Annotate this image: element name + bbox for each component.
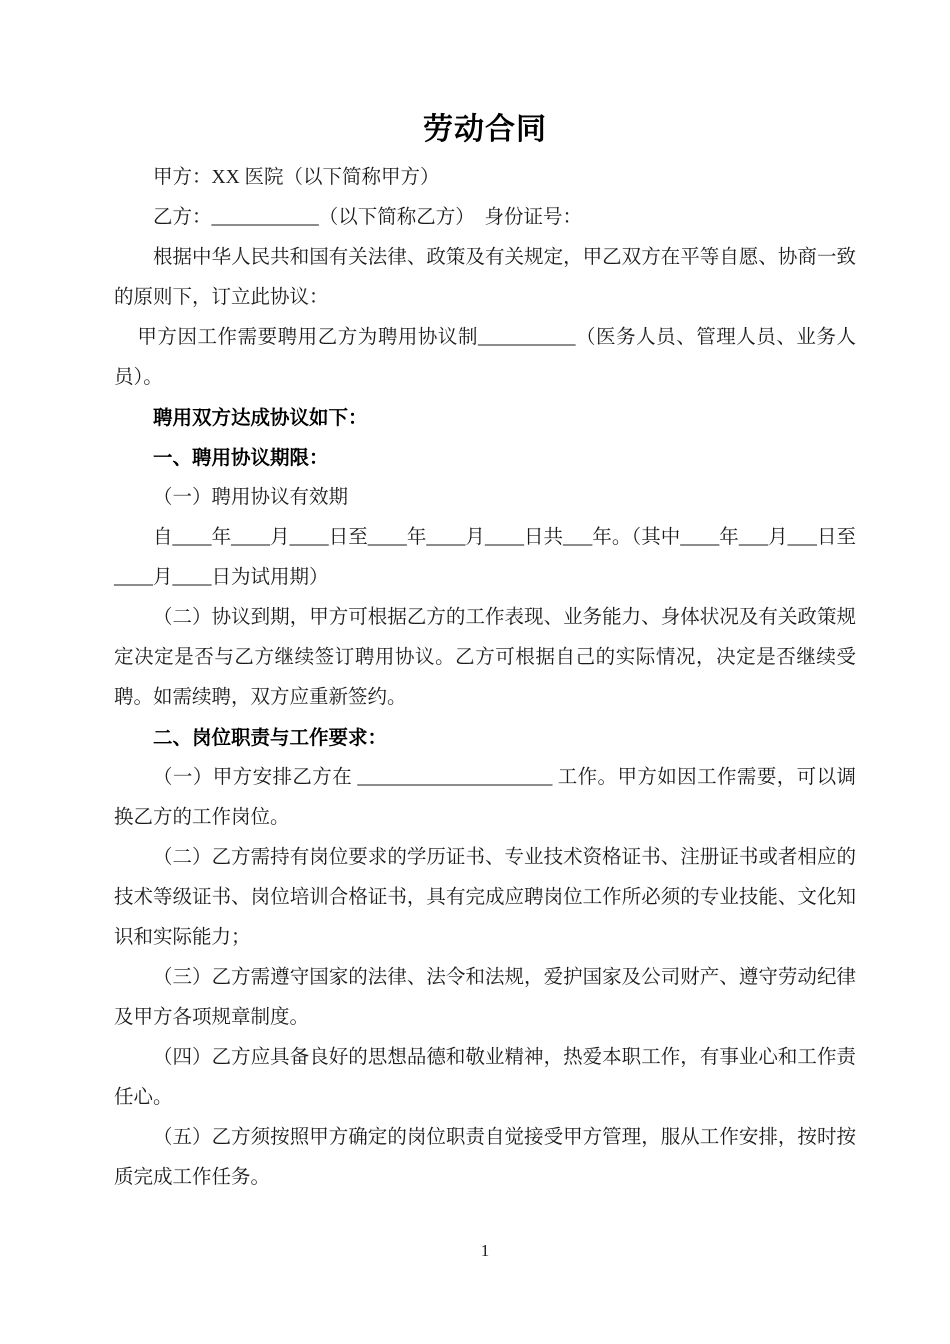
section1-item2: （二）协议到期，甲方可根据乙方的工作表现、业务能力、身体状况及有关政策规定决定是否与乙方继续签订聘用协议。乙方可根据自己的实际情况，决定是否继续受聘。如需续聘，双方应重新签约。 — [114, 607, 856, 708]
preamble-paragraph: 根据中华人民共和国有关法律、政策及有关规定，甲乙双方在平等自愿、协商一致的原则下，订立此协议： — [114, 247, 856, 308]
agreement-intro-heading: 聘用双方达成协议如下： — [153, 407, 368, 429]
document-page — [114, 0, 856, 1344]
hire-clause-paragraph: 甲方因工作需要聘用乙方为聘用协议制__________（医务人员、管理人员、业务人员）。 — [114, 327, 856, 388]
section2-item1: （一）甲方安排乙方在 ____________________ 工作。甲方如因工作需要，可以调换乙方的工作岗位。 — [114, 767, 856, 828]
section2-item4: （四）乙方应具备良好的思想品德和敬业精神，热爱本职工作，有事业心和工作责任心。 — [114, 1047, 856, 1108]
section2-item5: （五）乙方须按照甲方确定的岗位职责自觉接受甲方管理，服从工作安排，按时按质完成工作任务。 — [114, 1127, 856, 1188]
page-number: 1 — [480, 1241, 490, 1260]
section1-term-line: 自____年____月____日至____年____月____日共___年。（其中____年___月___日至____月____日为试用期） — [114, 527, 856, 588]
section2-item3: （三）乙方需遵守国家的法律、法令和法规，爱护国家及公司财产、遵守劳动纪律及甲方各项规章制度。 — [114, 967, 856, 1028]
party-b-line: 乙方：___________（以下简称乙方） 身份证号： — [153, 207, 583, 228]
party-a-line: 甲方：XX 医院（以下简称甲方） — [153, 167, 440, 188]
section1-heading: 一、聘用协议期限： — [153, 447, 329, 469]
document-title: 劳动合同 — [423, 113, 547, 146]
section2-heading: 二、岗位职责与工作要求： — [153, 727, 388, 749]
document-body — [114, 158, 856, 1198]
section2-item2: （二）乙方需持有岗位要求的学历证书、专业技术资格证书、注册证书或者相应的技术等级证书、岗位培训合格证书，具有完成应聘岗位工作所必须的专业技能、文化知识和实际能力； — [114, 847, 856, 948]
section1-item1: （一）聘用协议有效期 — [153, 487, 349, 508]
